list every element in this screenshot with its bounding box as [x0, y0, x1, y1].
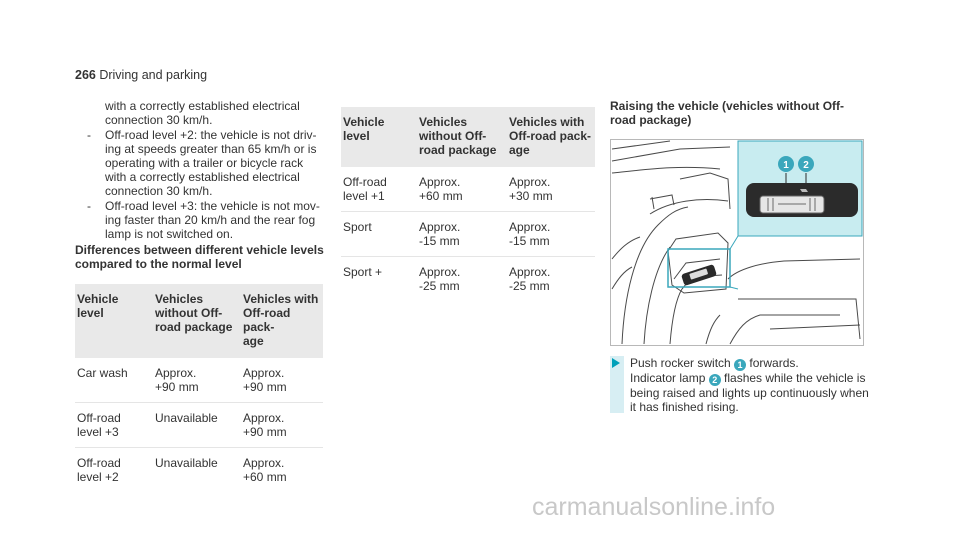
table-row: [341, 257, 595, 302]
bullet-item: [75, 199, 325, 241]
rocker-switch-illustration: [610, 139, 864, 346]
bullet-line: lamp is not switched on.: [105, 227, 234, 241]
header-cell: Vehicle level: [75, 284, 153, 358]
bullet-line: ing at speeds greater than 65 km/h or is: [105, 142, 317, 156]
table-cell: Approx. -15 mm: [417, 212, 507, 257]
table-cell: Unavailable: [155, 456, 218, 470]
intro-line: with a correctly established electrical: [105, 99, 300, 113]
table-cell: Approx. -25 mm: [419, 265, 461, 293]
vehicle-level-table-1: [75, 284, 323, 492]
callout-1-label: 1: [783, 160, 789, 171]
table-cell: Approx. +30 mm: [507, 167, 595, 212]
instruction-step: [610, 356, 869, 414]
bullet-line: Off-road level +3: the vehicle is not mov-: [105, 199, 320, 213]
header-cell: Vehicles without Off- road package: [153, 284, 241, 358]
callout-1-icon: 1: [734, 359, 746, 371]
column-middle: [341, 107, 595, 301]
table-header-row: [341, 107, 595, 167]
page-number: 266: [75, 68, 96, 82]
section-heading: Raising the vehicle (vehicles without Off- road package): [610, 99, 845, 127]
bullet-dash: -: [87, 199, 91, 213]
step-arrow-icon: [612, 358, 620, 368]
table-row: [75, 448, 323, 493]
header-cell: Vehicles without Off- road package: [417, 107, 507, 167]
table-cell: Approx. +90 mm: [153, 358, 241, 403]
table-row: [341, 167, 595, 212]
header-cell: Vehicles with Off-road pack- age: [507, 107, 595, 167]
bullet-line: Off-road level +2: the vehicle is not driv-: [105, 128, 317, 142]
bullet-line: with a correctly established electrical: [105, 170, 300, 184]
header-cell: Vehicle level: [341, 107, 417, 167]
callout-2-icon: 2: [709, 374, 721, 386]
table-cell: Sport: [341, 212, 417, 257]
table-cell: Off-road level +1: [341, 167, 417, 212]
bullet-line: ing faster than 20 km/h and the rear fog: [105, 213, 316, 227]
table-cell: Approx. +60 mm: [417, 167, 507, 212]
illustration-svg: [610, 139, 864, 346]
column-right: [610, 99, 870, 127]
bullet-line: operating with a trailer or bicycle rack: [105, 156, 304, 170]
column-left: [75, 99, 325, 492]
watermark: carmanualsonline.info: [532, 493, 776, 521]
bullet-line: connection 30 km/h.: [105, 184, 213, 198]
table-cell: Unavailable: [153, 403, 241, 448]
table-cell: Approx. +90 mm: [241, 403, 323, 448]
intro-line: connection 30 km/h.: [105, 113, 213, 127]
table-cell: Car wash: [75, 358, 153, 403]
instruction-text: Push rocker switch 1 forwards. Indicator lamp 2 flashes while the vehicle is being raised and lights up continuously when it has finished rising.: [630, 356, 869, 414]
table-cell: Approx. -25 mm: [509, 265, 551, 293]
bullet-dash: -: [87, 128, 91, 142]
table-heading: [75, 243, 325, 271]
heading-line: Differences between different vehicle levels: [75, 243, 324, 257]
callout-2-label: 2: [803, 160, 809, 171]
table-cell: Off-road level +2: [77, 456, 121, 484]
heading-line: compared to the normal level: [75, 257, 242, 271]
table-cell: Sport +: [343, 265, 383, 279]
table-cell: Off-road level +3: [75, 403, 153, 448]
page-header: [75, 68, 207, 82]
table-cell: Approx. +60 mm: [243, 456, 287, 484]
header-cell: Vehicles with Off-road pack- age: [241, 284, 323, 358]
bullet-item: [75, 128, 325, 198]
table-cell: Approx. -15 mm: [507, 212, 595, 257]
table-header-row: [75, 284, 323, 358]
table-cell: Approx. +90 mm: [241, 358, 323, 403]
table-row: [341, 212, 595, 257]
table-row: [75, 403, 323, 448]
table-row: [75, 358, 323, 403]
section-title: Driving and parking: [99, 68, 208, 82]
vehicle-level-table-2: [341, 107, 595, 301]
